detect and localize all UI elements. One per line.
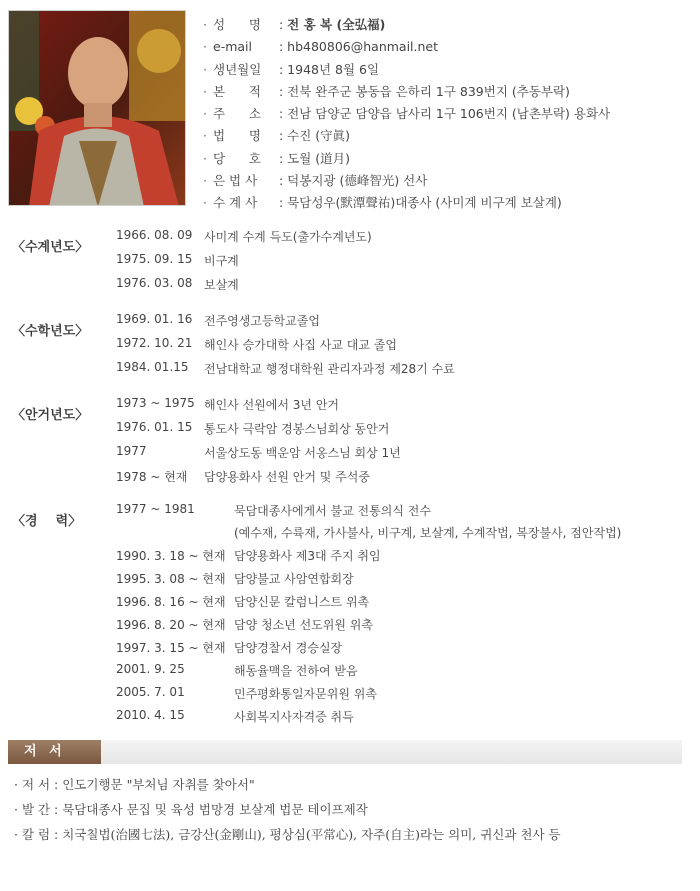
history-row (116, 685, 686, 703)
books-value: 인도기행문 "부처님 자취를 찾아서" (62, 777, 255, 792)
section-title: 〈안거년도〉 (12, 408, 89, 423)
history-row (116, 444, 686, 462)
history-text: 묵담대종사에게서 불교 전통의식 전수 (234, 504, 431, 518)
history-row (116, 570, 686, 588)
profile-value: 도월 (道月) (287, 150, 351, 166)
profile-label: 은 법 사 (213, 173, 258, 189)
history-text: 사회복지사자격증 취득 (234, 710, 354, 724)
profile-row: · 당 호 : 도월 (道月) (203, 148, 693, 170)
history-text: 해동율맥을 전하여 받음 (234, 664, 358, 678)
bullet: · (203, 39, 207, 55)
section-title: 〈경 력〉 (12, 514, 82, 529)
history-date: 1975. 09. 15 (116, 252, 193, 266)
history-text: 담양용화사 선원 안거 및 주석중 (204, 470, 370, 484)
history-text: 전남대학교 행정대학원 관리자과정 제28기 수료 (204, 362, 455, 376)
history-text: 담양용화사 제3대 주지 취임 (234, 549, 381, 563)
bullet: · (203, 195, 207, 211)
profile-row: · 은 법 사 : 덕봉지광 (德峰智光) 선사 (203, 170, 693, 192)
history-row (116, 420, 686, 438)
profile-value: 전 홍 복 (全弘福) (287, 17, 386, 32)
profile-row: · e-mail : hb480806@hanmail.net (203, 36, 693, 58)
profile-row: · 주 소 : 전남 담양군 담양읍 남사리 1구 106번지 (남촌부락) 용화사 (203, 103, 693, 125)
profile-value[interactable]: hb480806@hanmail.net (287, 39, 439, 55)
history-row (116, 593, 686, 611)
history-text: 해인사 승가대학 사집 사교 대교 졸업 (204, 338, 397, 352)
books-list (14, 772, 694, 847)
history-date: 1969. 01. 16 (116, 312, 193, 326)
portrait-photo (8, 10, 186, 206)
history-text: 전주영생고등학교졸업 (204, 314, 320, 328)
profile-label: 당 호 (213, 150, 261, 166)
history-row (116, 312, 686, 330)
history-text: 민주평화통일자문위원 위촉 (234, 687, 377, 701)
profile-label: 주 소 (213, 106, 261, 122)
profile-value: 묵담성우(默潭聲祐)대종사 (사미계 비구계 보살계) (287, 195, 562, 211)
books-row (14, 822, 694, 847)
profile-label: 수 계 사 (213, 195, 258, 211)
profile-label: 성 명 (213, 17, 261, 32)
history-row (116, 468, 686, 486)
history-text: 비구계 (204, 254, 239, 268)
profile-label: 본 적 (213, 83, 261, 99)
books-value: 묵담대종사 문집 및 육성 범망경 보살계 법문 테이프제작 (62, 802, 368, 817)
bullet: · (203, 17, 207, 32)
history-date: 1973 ~ 1975 (116, 396, 195, 410)
bullet: · (203, 83, 207, 99)
history-date: 2005. 7. 01 (116, 685, 185, 699)
history-text: 담양불교 사암연합회장 (234, 572, 354, 586)
history-text: 보살계 (204, 278, 239, 292)
profile-label: 생년월일 (213, 61, 262, 77)
bullet: · (203, 173, 207, 189)
history-text: 담양신문 칼럼니스트 위촉 (234, 595, 370, 609)
bullet: · (203, 61, 207, 77)
history-row (116, 616, 686, 634)
history-row (116, 336, 686, 354)
history-date: 1977 (116, 444, 147, 458)
history-row (116, 524, 686, 542)
history-date: 1977 ~ 1981 (116, 502, 195, 516)
history-row (116, 396, 686, 414)
history-date: 1966. 08. 09 (116, 228, 193, 242)
history-date: 1996. 8. 20 ~ 현재 (116, 618, 226, 632)
history-row (116, 662, 686, 680)
bullet: · (203, 150, 207, 166)
profile-row: · 본 적 : 전북 완주군 봉동읍 은하리 1구 839번지 (추동부락) (203, 81, 693, 103)
history-date: 1996. 8. 16 ~ 현재 (116, 595, 226, 609)
section-title: 〈수학년도〉 (12, 324, 89, 339)
history-text: 해인사 선원에서 3년 안거 (204, 398, 339, 412)
history-date: 2010. 4. 15 (116, 708, 185, 722)
history-date: 1995. 3. 08 ~ 현재 (116, 572, 226, 586)
history-row (116, 252, 686, 270)
history-text: 통도사 극락암 경봉스님회상 동안거 (204, 422, 390, 436)
books-label: · 발 간 : (14, 802, 63, 817)
history-text: 담양경찰서 경승실장 (234, 641, 343, 655)
history-row (116, 276, 686, 294)
history-date: 1976. 03. 08 (116, 276, 193, 290)
history-date: 1972. 10. 21 (116, 336, 193, 350)
books-header-tab: 저 서 (8, 740, 101, 764)
profile-value: 전남 담양군 담양읍 남사리 1구 106번지 (남촌부락) 용화사 (287, 106, 611, 122)
profile-value: 덕봉지광 (德峰智光) 선사 (287, 173, 428, 189)
books-header-bar (8, 740, 682, 764)
history-text: 서울상도동 백운암 서옹스님 회상 1년 (204, 446, 401, 460)
history-row (116, 228, 686, 246)
section-title: 〈수계년도〉 (12, 240, 89, 255)
profile-info (203, 14, 693, 215)
bullet: · (203, 128, 207, 144)
history-row (116, 639, 686, 657)
history-text: (예수재, 수륙재, 가사불사, 비구계, 보살계, 수계작법, 복장불사, 점안작법) (234, 526, 622, 540)
books-value: 치국칠법(治國七法), 금강산(金剛山), 평상심(平常心), 자주(自主)라는 의미, 귀신과 천사 등 (62, 827, 561, 842)
books-row (14, 797, 694, 822)
history-date: 1976. 01. 15 (116, 420, 193, 434)
history-row (116, 547, 686, 565)
history-row (116, 502, 686, 520)
profile-value: 1948년 8월 6일 (287, 61, 380, 77)
bullet: · (203, 106, 207, 122)
profile-row: · 성 명 : 전 홍 복 (全弘福) (203, 14, 693, 36)
history-date: 2001. 9. 25 (116, 662, 185, 676)
profile-row: · 생년월일 : 1948년 8월 6일 (203, 59, 693, 81)
history-date: 1978 ~ 현재 (116, 470, 188, 484)
profile-label: e-mail (213, 39, 252, 55)
profile-label: 법 명 (213, 128, 261, 144)
history-date: 1984. 01.15 (116, 360, 189, 374)
history-date: 1990. 3. 18 ~ 현재 (116, 549, 226, 563)
books-label: · 칼 럼 : (14, 827, 63, 842)
history-row (116, 360, 686, 378)
profile-row: · 수 계 사 : 묵담성우(默潭聲祐)대종사 (사미계 비구계 보살계) (203, 192, 693, 214)
profile-value: 전북 완주군 봉동읍 은하리 1구 839번지 (추동부락) (287, 83, 570, 99)
books-label: · 저 서 : (14, 777, 63, 792)
books-row (14, 772, 694, 797)
profile-row: · 법 명 : 수진 (守眞) (203, 125, 693, 147)
history-date: 1997. 3. 15 ~ 현재 (116, 641, 226, 655)
history-text: 사미계 수계 득도(출가수계년도) (204, 230, 372, 244)
history-text: 담양 청소년 선도위원 위촉 (234, 618, 373, 632)
history-row (116, 708, 686, 726)
profile-value: 수진 (守眞) (287, 128, 351, 144)
